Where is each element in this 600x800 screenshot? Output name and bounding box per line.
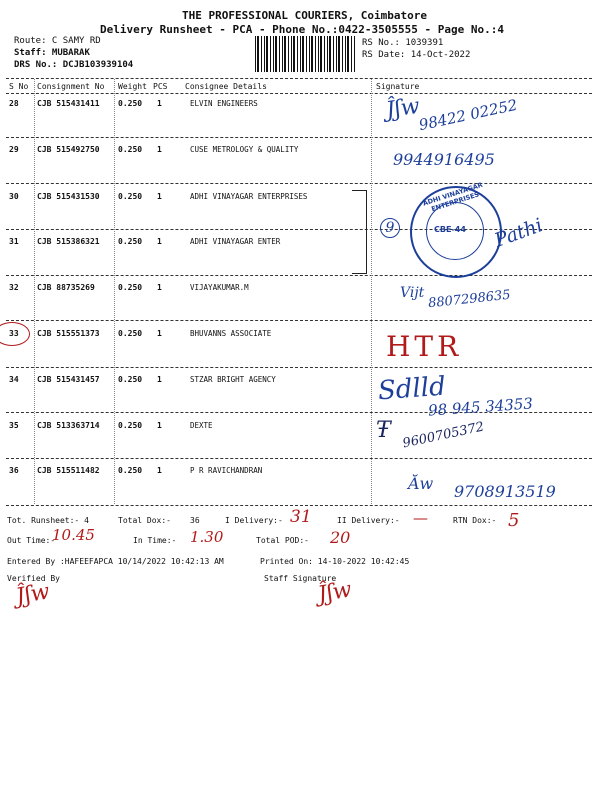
divider bbox=[6, 275, 592, 276]
row-consignment: CJB 515551373 bbox=[37, 329, 100, 338]
row-consignee: BHUVANNS ASSOCIATE bbox=[190, 329, 272, 338]
handwritten-mark-30: 9 bbox=[380, 218, 400, 238]
row-weight: 0.250 bbox=[118, 237, 143, 246]
total-pod-label: Total POD:- bbox=[256, 536, 309, 545]
handwritten-phone-32: 8807298635 bbox=[427, 287, 512, 312]
stamp-center: CBE-44 bbox=[434, 225, 466, 234]
staff-signature-label: Staff Signature bbox=[264, 574, 337, 583]
row-pcs: 1 bbox=[157, 99, 162, 108]
row-consignment: CJB 515431530 bbox=[37, 192, 100, 201]
handwritten-phone-36: 9708913519 bbox=[454, 482, 556, 501]
route-label: Route: C SAMY RD bbox=[14, 36, 101, 46]
col-header-signature: Signature bbox=[376, 82, 420, 91]
row-weight: 0.250 bbox=[118, 466, 143, 475]
row-consignee: ADHI VINAYAGAR ENTERPRISES bbox=[190, 192, 308, 201]
col-header-consignment: Consignment No bbox=[37, 82, 105, 91]
divider bbox=[6, 183, 592, 184]
col-header-weight: Weight bbox=[118, 82, 147, 91]
row-weight: 0.250 bbox=[118, 99, 143, 108]
rs-date: RS Date: 14-Oct-2022 bbox=[362, 50, 471, 60]
row-pcs: 1 bbox=[157, 283, 162, 292]
divider bbox=[6, 505, 592, 506]
in-time-value: 1.30 bbox=[190, 528, 224, 546]
handwritten-phone-28: 98422 02252 bbox=[417, 95, 519, 135]
row-consignment: CJB 515492750 bbox=[37, 145, 100, 154]
divider bbox=[6, 458, 592, 459]
ii-delivery-label: II Delivery:- bbox=[337, 516, 400, 525]
row-weight: 0.250 bbox=[118, 329, 143, 338]
row-consignment: CJB 515386321 bbox=[37, 237, 100, 246]
row-consignee: VIJAYAKUMAR.M bbox=[190, 283, 249, 292]
row-consignment: CJB 515431457 bbox=[37, 375, 100, 384]
out-time-label: Out Time:- bbox=[7, 536, 56, 545]
i-delivery-label: I Delivery:- bbox=[225, 516, 283, 525]
total-dox-label: Total Dox:- bbox=[118, 516, 171, 525]
column-separator bbox=[371, 79, 372, 504]
rs-number: RS No.: 1039391 bbox=[362, 38, 444, 48]
out-time-value: 10.45 bbox=[52, 526, 95, 544]
i-delivery-value: 31 bbox=[290, 507, 312, 527]
row-sno: 33 bbox=[9, 329, 19, 338]
row-consignee: ADHI VINAYAGAR ENTER bbox=[190, 237, 281, 246]
row-pcs: 1 bbox=[157, 145, 162, 154]
row-weight: 0.250 bbox=[118, 375, 143, 384]
signature-28: Ĵʃw bbox=[384, 93, 422, 124]
rtn-dox-label: RTN Dox:- bbox=[453, 516, 497, 525]
row-sno: 30 bbox=[9, 192, 19, 201]
entered-by: Entered By :HAFEEFAPCA 10/14/2022 10:42:13 AM bbox=[7, 557, 224, 566]
handwritten-signature-30: Pathi bbox=[491, 214, 546, 252]
row-sno: 34 bbox=[9, 375, 19, 384]
printed-on: Printed On: 14-10-2022 10:42:45 bbox=[260, 557, 410, 566]
column-separator bbox=[114, 79, 115, 504]
row-pcs: 1 bbox=[157, 421, 162, 430]
divider bbox=[6, 137, 592, 138]
row-pcs: 1 bbox=[157, 329, 162, 338]
signature-34: Sdlld bbox=[377, 371, 447, 407]
staff-label: Staff: MUBARAK bbox=[14, 48, 90, 58]
divider bbox=[6, 78, 592, 79]
signature-32: Vijt bbox=[400, 285, 425, 301]
row-pcs: 1 bbox=[157, 466, 162, 475]
company-title: THE PROFESSIONAL COURIERS, Coimbatore bbox=[182, 9, 428, 22]
col-header-sno: S No bbox=[9, 82, 29, 91]
row-pcs: 1 bbox=[157, 375, 162, 384]
row-weight: 0.250 bbox=[118, 283, 143, 292]
row-consignee: STZAR BRIGHT AGENCY bbox=[190, 375, 276, 384]
handwritten-phone-35: 9600705372 bbox=[401, 419, 486, 452]
handwritten-phone-34: 98 945 34353 bbox=[427, 394, 534, 420]
row-consignee: CUSE METROLOGY & QUALITY bbox=[190, 145, 299, 154]
bracket-mark bbox=[352, 190, 367, 274]
divider bbox=[6, 93, 592, 94]
row-sno: 28 bbox=[9, 99, 19, 108]
ii-delivery-value: — bbox=[413, 509, 428, 527]
row-sno: 32 bbox=[9, 283, 19, 292]
circle-mark bbox=[0, 322, 30, 346]
drs-number: DRS No.: DCJB103939104 bbox=[14, 60, 134, 70]
stamp-text: ADHI VINAYAGAR ENTERPRISES bbox=[421, 180, 484, 214]
rtn-dox-value: 5 bbox=[508, 510, 520, 531]
row-weight: 0.250 bbox=[118, 192, 143, 201]
runsheet-subtitle: Delivery Runsheet - PCA - Phone No.:0422-3505555 - Page No.:4 bbox=[100, 23, 504, 36]
signature-36: Ăw bbox=[408, 474, 434, 493]
row-consignee: P R RAVICHANDRAN bbox=[190, 466, 263, 475]
total-dox-value: 36 bbox=[190, 516, 200, 525]
in-time-label: In Time:- bbox=[133, 536, 177, 545]
tot-runsheet: Tot. Runsheet:- 4 bbox=[7, 516, 89, 525]
barcode bbox=[255, 36, 355, 72]
total-pod-value: 20 bbox=[330, 528, 351, 547]
col-header-consignee: Consignee Details bbox=[185, 82, 267, 91]
row-weight: 0.250 bbox=[118, 421, 143, 430]
row-consignee: ELVIN ENGINEERS bbox=[190, 99, 258, 108]
row-pcs: 1 bbox=[157, 192, 162, 201]
row-consignment: CJB 88735269 bbox=[37, 283, 95, 292]
handwritten-signature-33: HTR bbox=[386, 330, 463, 363]
row-consignment: CJB 515431411 bbox=[37, 99, 100, 108]
row-consignment: CJB 515511482 bbox=[37, 466, 100, 475]
row-consignee: DEXTE bbox=[190, 421, 213, 430]
divider bbox=[6, 367, 592, 368]
row-pcs: 1 bbox=[157, 237, 162, 246]
handwritten-phone-29: 9944916495 bbox=[393, 150, 495, 169]
col-header-pcs: PCS bbox=[153, 82, 168, 91]
row-weight: 0.250 bbox=[118, 145, 143, 154]
divider bbox=[6, 320, 592, 321]
row-sno: 36 bbox=[9, 466, 19, 475]
staff-signature-mark: Ĵʃw bbox=[316, 577, 354, 608]
column-separator bbox=[34, 79, 35, 504]
signature-35: Ŧ bbox=[376, 418, 391, 443]
row-sno: 29 bbox=[9, 145, 19, 154]
row-consignment: CJB 513363714 bbox=[37, 421, 100, 430]
verified-by-label: Verified By bbox=[7, 574, 60, 583]
verified-by-signature: Ĵʃw bbox=[14, 579, 52, 610]
row-sno: 31 bbox=[9, 237, 19, 246]
row-sno: 35 bbox=[9, 421, 19, 430]
